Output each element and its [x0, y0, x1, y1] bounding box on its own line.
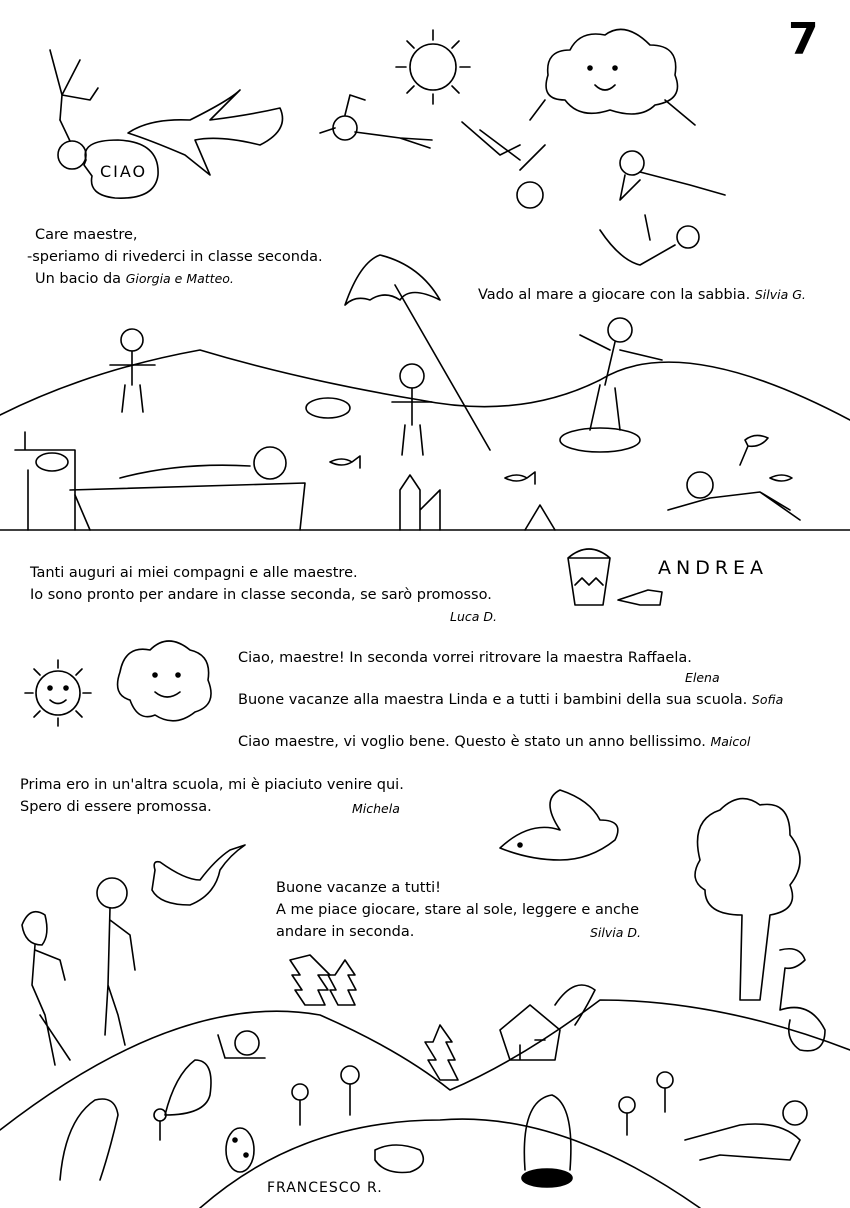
message-silvia-g: [478, 285, 806, 305]
message-giorgia-matteo-line3: [35, 269, 234, 289]
sandcastle-drawing: [400, 475, 440, 530]
diving-child-drawing: [620, 151, 725, 200]
signature-silvia-d: Silvia D.: [590, 925, 641, 940]
squirrel-drawing: [780, 949, 825, 1051]
snail-drawing: [218, 1031, 265, 1058]
smiling-sun-drawing: [25, 660, 91, 726]
bathtub-drawing: [70, 447, 305, 530]
upside-down-child-drawing: [50, 50, 98, 169]
signature-maicol: Maicol: [710, 734, 751, 749]
center-child-drawing: [392, 364, 432, 455]
ladybug-drawing: [226, 1128, 254, 1172]
tower-drawing: [15, 432, 75, 530]
flying-creature-drawing: [152, 845, 245, 905]
bucket-drawing: [568, 549, 610, 605]
signature-sofia: Sofia: [751, 692, 784, 707]
message-giorgia-matteo-line1: Care maestre,: [35, 227, 138, 243]
child-on-rock-drawing: [560, 318, 662, 452]
bird-drawing: [128, 90, 283, 175]
name-tag-francesco: FRANCESCO R.: [267, 1180, 383, 1196]
message-silvia-d-line3: andare in seconda.: [276, 924, 415, 940]
speech-bubble-text: CIAO: [100, 162, 148, 181]
signature-elena: Elena: [685, 670, 720, 685]
swimming-child-drawing: [668, 472, 800, 520]
signature-luca: Luca D.: [450, 609, 497, 624]
message-silvia-d-line1: Buone vacanze a tutti!: [276, 880, 441, 896]
message-elena: Ciao, maestre! In seconda vorrei ritrovare la maestra Raffaela.: [238, 650, 692, 666]
spade-drawing: [618, 590, 662, 605]
beach-umbrella-drawing: [345, 255, 490, 450]
message-text: Buone vacanze alla maestra Linda e a tutti i bambini della sua scuola.: [238, 692, 752, 708]
dove-drawing: [500, 790, 618, 860]
signature-michela: Michela: [352, 801, 400, 816]
jumping-child-drawing: [600, 215, 699, 265]
name-tag-andrea: ANDREA: [658, 557, 769, 579]
message-michela-line1: Prima ero in un'altra scuola, mi è piaciuto venire qui.: [20, 777, 404, 793]
smiling-cloud-drawing: [118, 641, 211, 721]
message-text: Vado al mare a giocare con la sabbia.: [478, 287, 755, 303]
message-giorgia-matteo-line2: -speriamo di rivederci in classe seconda.: [27, 249, 323, 265]
message-text: Ciao maestre, vi voglio bene. Questo è stato un anno bellissimo.: [238, 734, 711, 750]
message-luca-line2: Io sono pronto per andare in classe seconda, se sarò promosso.: [30, 587, 492, 603]
sun-drawing: [396, 30, 470, 104]
page-number: 7: [788, 14, 819, 65]
message-prefix: Un bacio da: [35, 271, 126, 287]
message-sofia: [238, 690, 783, 710]
pine-trees-drawing: [290, 955, 458, 1080]
cricket-drawing: [375, 1145, 423, 1173]
message-maicol: [238, 732, 750, 752]
cloud-face-drawing: [530, 29, 695, 125]
signature-giorgia-matteo: Giorgia e Matteo.: [125, 271, 234, 286]
sand-pile-drawing: [525, 505, 555, 530]
tumbling-child-drawing: [462, 122, 545, 208]
dog-drawing: [60, 1099, 118, 1180]
message-luca-line1: Tanti auguri ai miei compagni e alle maestre.: [30, 565, 358, 581]
boy-walking-drawing: [97, 878, 135, 1045]
standing-child-drawing: [110, 329, 155, 412]
dune-horizon: [0, 350, 850, 420]
girl-walking-drawing: [22, 912, 70, 1065]
signature-silvia-g: Silvia G.: [754, 287, 806, 302]
house-drawing: [500, 985, 595, 1060]
message-silvia-d-line2: A me piace giocare, stare al sole, leggere e anche: [276, 902, 640, 918]
flying-child-drawing: [320, 95, 432, 148]
mouse-drawing: [165, 1060, 211, 1115]
bottom-hills: [0, 1000, 850, 1130]
flowers-drawing: [154, 1066, 673, 1140]
mole-drawing: [522, 1095, 572, 1187]
life-ring-drawing: [306, 398, 350, 418]
message-michela-line2: Spero di essere promossa.: [20, 799, 212, 815]
creature-drawing: [685, 1101, 807, 1160]
